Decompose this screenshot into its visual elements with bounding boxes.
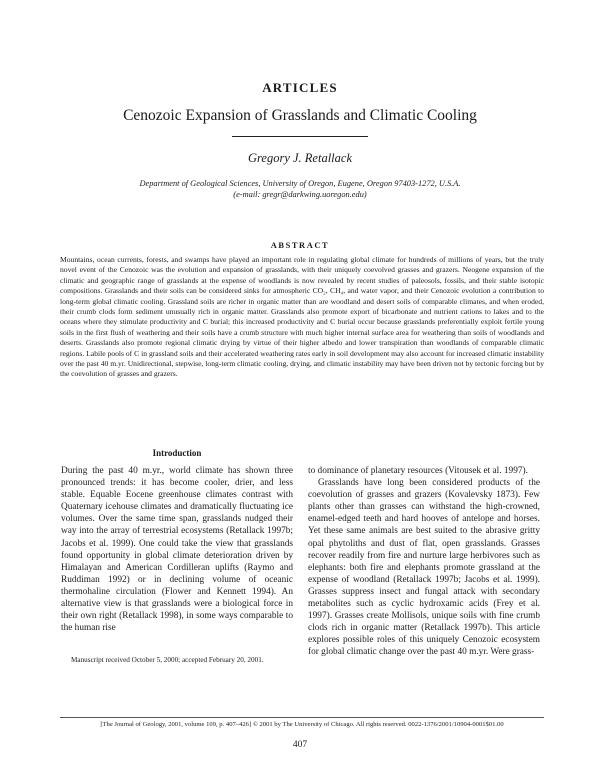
intro-paragraph-2: Grasslands have long been considered products of the coevolution of grasses and grazers (Kovalevsky 1873). Few plants other than grasses can withstand the high-crowned, enamel-edged teeth and hard hooves of antelope and horses. Yet these same animals are best suited to the abrasive gritty opal phytoliths and dust of flat, open grasslands. Grasses recover readily from fire and nurture large herbivores such as elephants: both fire and elephants promote grassland at the expense of woodland (Retallack 1997b; Jacobs et al. 1999). Grasses suppress insect and fungal attack with secondary metabolites such as cyclic hydroxamic acids (Frey et al. 1997). Grasses create Mollisols, unique soils with fine crumb clods rich in organic matter (Retallack 1997b). This article explores possible roles of this uniquely Cenozoic ecosystem for global climatic change over the past 40 m.yr. Were grass-	[308, 478, 540, 658]
abstract-text: Mountains, ocean currents, forests, and swamps have played an important role in regulating global climate for hundreds of millions of years, but the truly novel event of the Cenozoic was the evolution and expansion of grasslands, with their uniquely coevolved grasses and grazers. Neogene expansion of the climatic and geographic range of grasslands at the expense of woodlands is now revealed by recent studies of paleosols, fossils, and their stable isotopic compositions. Grasslands and their soils can be considered sinks for atmospheric CO₂, CH₄, and water vapor, and their Cenozoic evolution a contribution to long-term global climatic cooling. Grassland soils are richer in organic matter than are woodland and desert soils of comparable climates, and when eroded, their crumb clods form sediment unusually rich in organic matter. Grasslands also promote export of bicarbonate and nutrient cations to lakes and to the oceans where they stimulate productivity and C burial; this increased productivity and C burial occur because grasslands preferentially exploit fertile young soils in the first flush of weathering and their soils have a crumb structure with much higher internal surface area for weathering than soils of woodlands and deserts. Grasslands also promote regional climatic drying by virtue of their higher albedo and lower transpiration than woodlands of comparable climatic regions. Labile pools of C in grassland soils and their accelerated weathering rates early in soil development may also account for increased climatic instability over the past 40 m.yr. Unidirectional, stepwise, long-term climatic cooling, drying, and climatic instability may have been driven not by tectonic forcing but by the coevolution of grasses and grazers.	[60, 255, 544, 379]
intro-paragraph-1: During the past 40 m.yr., world climate has shown three pronounced trends: it has become cooler, drier, and less stable. Equable Eocene greenhouse climates contrast with Quaternary icehouse climates and dramatically fluctuating ice volumes. Over the same time span, grasslands nudged their way into the array of terrestrial ecosystems (Retallack 1997b; Jacobs et al. 1999). One could take the view that grasslands found opportunity in global climate deterioration driven by Himalayan and American Cordilleran uplifts (Raymo and Ruddiman 1992) or in declining volume of oceanic thermohaline circulation (Flower and Kennett 1994). An alternative view is that grasslands were a biological force in their own right (Retallack 1998), in some ways comparable to the human rise	[61, 466, 293, 634]
introduction-heading: Introduction	[152, 448, 202, 458]
journal-citation: [The Journal of Geology, 2001, volume 109, p. 407–426] © 2001 by The University of Chicago. All rights reserved. 0022-1376/2001/10904-0001$01.00	[100, 721, 504, 728]
affiliation-address: Department of Geological Sciences, University of Oregon, Eugene, Oregon 97403-1272, U.S.A.	[139, 179, 461, 188]
abstract-heading: ABSTRACT	[270, 241, 330, 250]
author-name: Gregory J. Retallack	[247, 151, 352, 165]
manuscript-footnote: Manuscript received October 5, 2000; accepted February 20, 2001.	[71, 656, 264, 664]
author-email: (e-mail: gregr@darkwing.uoregon.edu)	[233, 190, 367, 199]
title-divider	[232, 136, 368, 137]
left-column	[61, 465, 293, 634]
article-title: Cenozoic Expansion of Grasslands and Climatic Cooling	[123, 107, 477, 124]
right-column	[308, 465, 540, 659]
affiliation	[60, 178, 540, 200]
section-label: ARTICLES	[262, 80, 338, 95]
footer-divider	[60, 717, 544, 718]
intro-paragraph-continued: to dominance of planetary resources (Vitousek et al. 1997).	[308, 466, 528, 476]
page-number: 407	[292, 740, 308, 750]
